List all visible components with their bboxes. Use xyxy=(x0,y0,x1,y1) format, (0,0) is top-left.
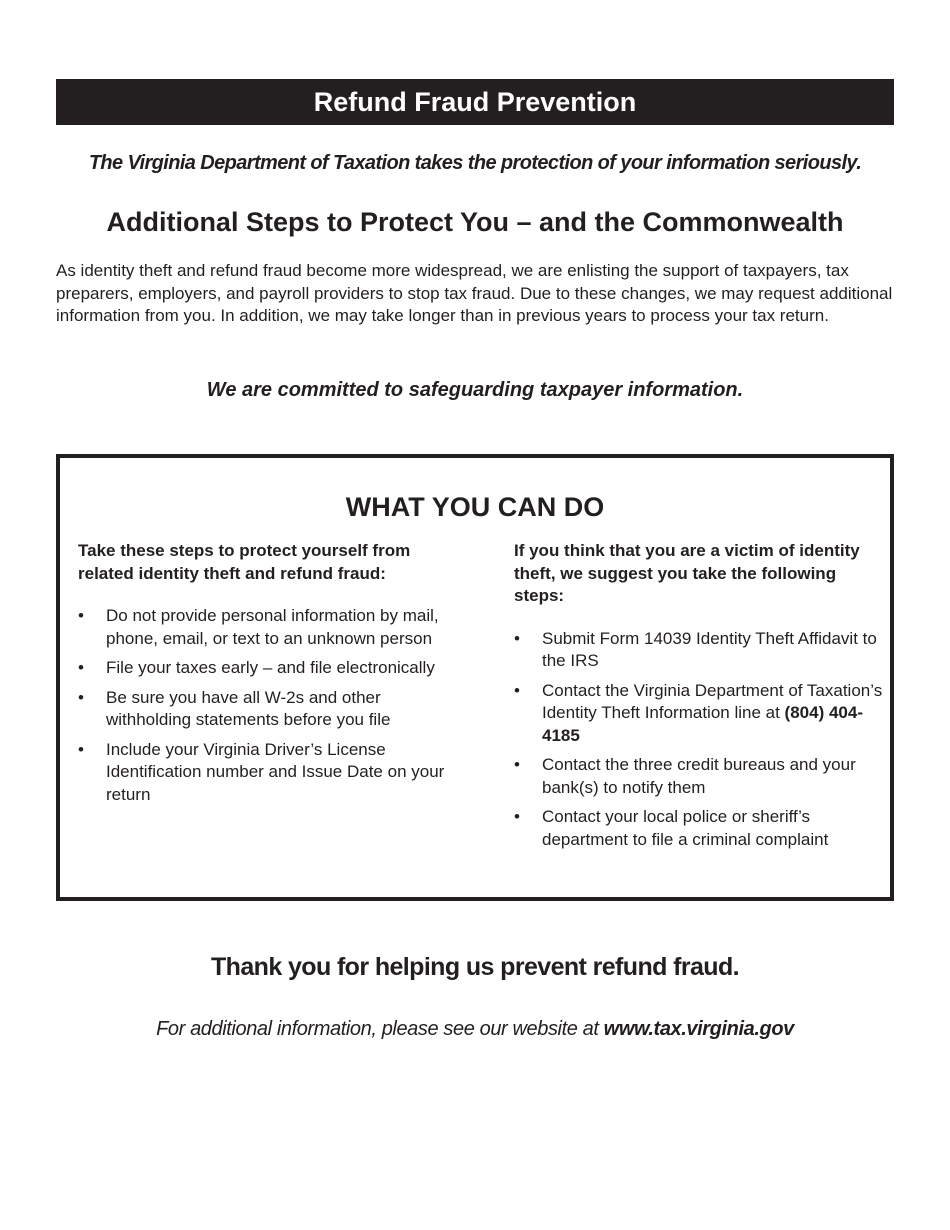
list-item: • Include your Virginia Driver’s License Identification number and Issue Date on your return xyxy=(78,739,445,804)
footer-text: For additional information, please see our website at xyxy=(156,1018,604,1040)
bullet-icon: • xyxy=(78,687,84,707)
bullet-icon: • xyxy=(78,606,84,625)
section-heading: Additional Steps to Protect You – and the Commonwealth xyxy=(106,207,844,237)
prevention-list xyxy=(78,605,448,806)
bullet-icon: • xyxy=(78,739,84,759)
list-item: • Be sure you have all W-2s and other withholding statements before you file xyxy=(78,687,391,729)
intro-paragraph: As identity theft and refund fraud become more widespread, we are enlisting the support of taxpayers, tax preparers, employers, and payroll providers to stop tax fraud. Due to these changes, we may request additional information from you. In addition, we may take longer than in previous years to process your tax return. xyxy=(56,261,893,325)
prevention-intro: Take these steps to protect yourself from related identity theft and refund fraud: xyxy=(78,541,411,583)
commitment-statement: We are committed to safeguarding taxpayer information. xyxy=(206,379,744,401)
bullet-icon: • xyxy=(78,658,84,677)
list-item: • Contact the three credit bureaus and your bank(s) to notify them xyxy=(514,755,856,797)
subtitle: The Virginia Department of Taxation takes the protection of your information seriously. xyxy=(88,152,862,174)
box-title: WHAT YOU CAN DO xyxy=(345,492,605,522)
list-item: • Do not provide personal information by mail, phone, email, or text to an unknown person xyxy=(78,606,439,648)
list-item: • Submit Form 14039 Identity Theft Affidavit to the IRS xyxy=(514,628,877,670)
what-you-can-do-box xyxy=(56,454,894,901)
list-item: • Contact your local police or sheriff’s department to file a criminal complaint xyxy=(514,807,829,849)
bullet-icon: • xyxy=(514,680,520,700)
prevention-column xyxy=(78,540,448,813)
bullet-icon: • xyxy=(514,807,520,826)
victim-intro: If you think that you are a victim of identity theft, we suggest you take the following steps: xyxy=(514,541,860,605)
website-link[interactable]: www.tax.virginia.gov xyxy=(603,1018,794,1040)
list-item: • Contact the Virginia Department of Taxation’s Identity Theft Information line at (804) 404-4185 xyxy=(514,680,883,745)
list-item: • File your taxes early – and file electronically xyxy=(78,657,448,680)
footer-note xyxy=(30,1018,920,1041)
phone-number: (804) 404-4185 xyxy=(542,703,863,745)
victim-column xyxy=(514,540,884,858)
victim-list xyxy=(514,628,884,852)
banner-title: Refund Fraud Prevention xyxy=(313,86,637,117)
thank-you-message: Thank you for helping us prevent refund fraud. xyxy=(211,953,739,981)
title-banner xyxy=(56,79,894,125)
bullet-icon: • xyxy=(514,628,520,648)
bullet-icon: • xyxy=(514,755,520,774)
